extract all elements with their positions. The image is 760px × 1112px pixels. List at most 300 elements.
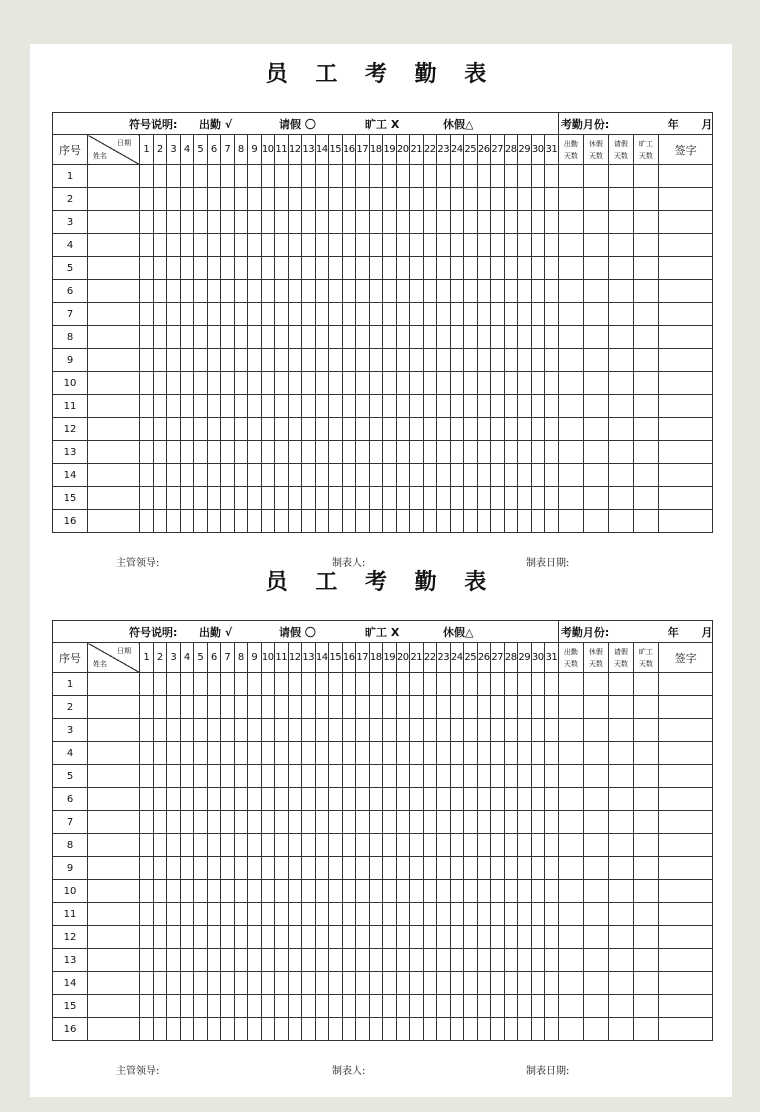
day-cell[interactable] <box>477 326 491 349</box>
stat-cell[interactable] <box>608 1018 633 1041</box>
day-cell[interactable] <box>140 788 154 811</box>
day-cell[interactable] <box>275 788 289 811</box>
day-cell[interactable] <box>180 880 194 903</box>
day-cell[interactable] <box>153 719 167 742</box>
day-cell[interactable] <box>167 880 181 903</box>
day-cell[interactable] <box>369 510 383 533</box>
day-cell[interactable] <box>491 742 505 765</box>
stat-cell[interactable] <box>558 234 583 257</box>
day-cell[interactable] <box>261 788 275 811</box>
day-cell[interactable] <box>356 995 370 1018</box>
day-cell[interactable] <box>518 949 532 972</box>
day-cell[interactable] <box>504 464 518 487</box>
day-cell[interactable] <box>450 280 464 303</box>
stat-cell[interactable] <box>633 326 658 349</box>
day-cell[interactable] <box>207 487 221 510</box>
day-cell[interactable] <box>383 257 397 280</box>
name-cell[interactable] <box>88 510 140 533</box>
day-cell[interactable] <box>288 696 302 719</box>
day-cell[interactable] <box>315 788 329 811</box>
day-cell[interactable] <box>437 395 451 418</box>
day-cell[interactable] <box>491 165 505 188</box>
day-cell[interactable] <box>275 349 289 372</box>
day-cell[interactable] <box>531 188 545 211</box>
day-cell[interactable] <box>531 811 545 834</box>
day-cell[interactable] <box>423 510 437 533</box>
day-cell[interactable] <box>396 303 410 326</box>
day-cell[interactable] <box>302 765 316 788</box>
day-cell[interactable] <box>315 673 329 696</box>
day-cell[interactable] <box>261 949 275 972</box>
day-cell[interactable] <box>437 464 451 487</box>
day-cell[interactable] <box>207 303 221 326</box>
day-cell[interactable] <box>396 857 410 880</box>
day-cell[interactable] <box>518 464 532 487</box>
day-cell[interactable] <box>504 742 518 765</box>
day-cell[interactable] <box>410 926 424 949</box>
day-cell[interactable] <box>356 234 370 257</box>
stat-cell[interactable] <box>633 165 658 188</box>
day-cell[interactable] <box>423 811 437 834</box>
day-cell[interactable] <box>545 834 559 857</box>
day-cell[interactable] <box>531 926 545 949</box>
day-cell[interactable] <box>518 234 532 257</box>
day-cell[interactable] <box>423 788 437 811</box>
day-cell[interactable] <box>531 857 545 880</box>
day-cell[interactable] <box>194 280 208 303</box>
sign-cell[interactable] <box>658 719 713 742</box>
day-cell[interactable] <box>288 487 302 510</box>
day-cell[interactable] <box>383 372 397 395</box>
stat-cell[interactable] <box>583 857 608 880</box>
day-cell[interactable] <box>450 510 464 533</box>
day-cell[interactable] <box>531 349 545 372</box>
day-cell[interactable] <box>153 441 167 464</box>
day-cell[interactable] <box>545 487 559 510</box>
day-cell[interactable] <box>396 372 410 395</box>
stat-cell[interactable] <box>583 696 608 719</box>
day-cell[interactable] <box>531 742 545 765</box>
day-cell[interactable] <box>167 995 181 1018</box>
day-cell[interactable] <box>194 972 208 995</box>
day-cell[interactable] <box>329 165 343 188</box>
day-cell[interactable] <box>329 811 343 834</box>
day-cell[interactable] <box>504 696 518 719</box>
day-cell[interactable] <box>423 464 437 487</box>
day-cell[interactable] <box>153 280 167 303</box>
day-cell[interactable] <box>261 165 275 188</box>
day-cell[interactable] <box>356 487 370 510</box>
stat-cell[interactable] <box>633 441 658 464</box>
day-cell[interactable] <box>518 719 532 742</box>
day-cell[interactable] <box>369 742 383 765</box>
day-cell[interactable] <box>545 765 559 788</box>
day-cell[interactable] <box>383 211 397 234</box>
day-cell[interactable] <box>315 1018 329 1041</box>
stat-cell[interactable] <box>583 811 608 834</box>
sign-cell[interactable] <box>658 464 713 487</box>
day-cell[interactable] <box>450 188 464 211</box>
day-cell[interactable] <box>180 257 194 280</box>
day-cell[interactable] <box>221 972 235 995</box>
day-cell[interactable] <box>423 926 437 949</box>
name-cell[interactable] <box>88 811 140 834</box>
day-cell[interactable] <box>396 257 410 280</box>
stat-cell[interactable] <box>633 510 658 533</box>
day-cell[interactable] <box>423 188 437 211</box>
day-cell[interactable] <box>545 211 559 234</box>
day-cell[interactable] <box>275 303 289 326</box>
day-cell[interactable] <box>261 487 275 510</box>
day-cell[interactable] <box>423 441 437 464</box>
day-cell[interactable] <box>491 857 505 880</box>
day-cell[interactable] <box>167 349 181 372</box>
day-cell[interactable] <box>234 464 248 487</box>
sign-cell[interactable] <box>658 418 713 441</box>
day-cell[interactable] <box>194 857 208 880</box>
day-cell[interactable] <box>153 188 167 211</box>
stat-cell[interactable] <box>608 326 633 349</box>
day-cell[interactable] <box>410 441 424 464</box>
day-cell[interactable] <box>423 742 437 765</box>
sign-cell[interactable] <box>658 510 713 533</box>
name-cell[interactable] <box>88 719 140 742</box>
day-cell[interactable] <box>221 880 235 903</box>
day-cell[interactable] <box>437 719 451 742</box>
day-cell[interactable] <box>464 211 478 234</box>
day-cell[interactable] <box>234 303 248 326</box>
stat-cell[interactable] <box>583 211 608 234</box>
day-cell[interactable] <box>315 188 329 211</box>
day-cell[interactable] <box>369 696 383 719</box>
day-cell[interactable] <box>545 441 559 464</box>
day-cell[interactable] <box>261 349 275 372</box>
day-cell[interactable] <box>396 834 410 857</box>
day-cell[interactable] <box>207 926 221 949</box>
day-cell[interactable] <box>369 418 383 441</box>
day-cell[interactable] <box>342 234 356 257</box>
day-cell[interactable] <box>531 788 545 811</box>
day-cell[interactable] <box>275 257 289 280</box>
day-cell[interactable] <box>329 188 343 211</box>
day-cell[interactable] <box>369 188 383 211</box>
stat-cell[interactable] <box>558 441 583 464</box>
day-cell[interactable] <box>410 742 424 765</box>
day-cell[interactable] <box>518 857 532 880</box>
stat-cell[interactable] <box>633 395 658 418</box>
day-cell[interactable] <box>234 326 248 349</box>
day-cell[interactable] <box>234 1018 248 1041</box>
day-cell[interactable] <box>167 188 181 211</box>
day-cell[interactable] <box>450 372 464 395</box>
sign-cell[interactable] <box>658 326 713 349</box>
stat-cell[interactable] <box>583 487 608 510</box>
day-cell[interactable] <box>396 719 410 742</box>
day-cell[interactable] <box>518 487 532 510</box>
name-cell[interactable] <box>88 211 140 234</box>
day-cell[interactable] <box>477 765 491 788</box>
day-cell[interactable] <box>180 788 194 811</box>
day-cell[interactable] <box>356 834 370 857</box>
day-cell[interactable] <box>248 395 262 418</box>
day-cell[interactable] <box>207 372 221 395</box>
day-cell[interactable] <box>423 1018 437 1041</box>
day-cell[interactable] <box>261 510 275 533</box>
day-cell[interactable] <box>518 349 532 372</box>
day-cell[interactable] <box>383 696 397 719</box>
day-cell[interactable] <box>477 949 491 972</box>
day-cell[interactable] <box>140 326 154 349</box>
day-cell[interactable] <box>288 211 302 234</box>
day-cell[interactable] <box>410 1018 424 1041</box>
day-cell[interactable] <box>248 765 262 788</box>
day-cell[interactable] <box>504 280 518 303</box>
day-cell[interactable] <box>356 972 370 995</box>
day-cell[interactable] <box>356 464 370 487</box>
day-cell[interactable] <box>315 510 329 533</box>
day-cell[interactable] <box>423 303 437 326</box>
day-cell[interactable] <box>396 995 410 1018</box>
day-cell[interactable] <box>302 234 316 257</box>
day-cell[interactable] <box>369 326 383 349</box>
day-cell[interactable] <box>450 742 464 765</box>
day-cell[interactable] <box>342 349 356 372</box>
day-cell[interactable] <box>275 418 289 441</box>
day-cell[interactable] <box>545 280 559 303</box>
stat-cell[interactable] <box>583 441 608 464</box>
day-cell[interactable] <box>207 257 221 280</box>
day-cell[interactable] <box>153 742 167 765</box>
day-cell[interactable] <box>194 349 208 372</box>
day-cell[interactable] <box>221 742 235 765</box>
day-cell[interactable] <box>234 972 248 995</box>
stat-cell[interactable] <box>633 487 658 510</box>
day-cell[interactable] <box>504 949 518 972</box>
day-cell[interactable] <box>315 834 329 857</box>
day-cell[interactable] <box>410 372 424 395</box>
stat-cell[interactable] <box>608 441 633 464</box>
day-cell[interactable] <box>288 326 302 349</box>
day-cell[interactable] <box>248 972 262 995</box>
day-cell[interactable] <box>275 326 289 349</box>
day-cell[interactable] <box>531 1018 545 1041</box>
day-cell[interactable] <box>234 487 248 510</box>
day-cell[interactable] <box>342 834 356 857</box>
day-cell[interactable] <box>531 464 545 487</box>
day-cell[interactable] <box>531 719 545 742</box>
sign-cell[interactable] <box>658 1018 713 1041</box>
day-cell[interactable] <box>369 234 383 257</box>
day-cell[interactable] <box>410 788 424 811</box>
sign-cell[interactable] <box>658 673 713 696</box>
day-cell[interactable] <box>288 1018 302 1041</box>
day-cell[interactable] <box>207 995 221 1018</box>
day-cell[interactable] <box>261 880 275 903</box>
day-cell[interactable] <box>504 903 518 926</box>
day-cell[interactable] <box>248 165 262 188</box>
day-cell[interactable] <box>329 857 343 880</box>
day-cell[interactable] <box>221 788 235 811</box>
day-cell[interactable] <box>477 418 491 441</box>
stat-cell[interactable] <box>558 280 583 303</box>
day-cell[interactable] <box>221 464 235 487</box>
day-cell[interactable] <box>288 811 302 834</box>
name-cell[interactable] <box>88 280 140 303</box>
stat-cell[interactable] <box>583 418 608 441</box>
day-cell[interactable] <box>329 834 343 857</box>
day-cell[interactable] <box>491 349 505 372</box>
day-cell[interactable] <box>396 234 410 257</box>
day-cell[interactable] <box>248 257 262 280</box>
day-cell[interactable] <box>261 857 275 880</box>
day-cell[interactable] <box>180 211 194 234</box>
day-cell[interactable] <box>153 211 167 234</box>
day-cell[interactable] <box>207 280 221 303</box>
day-cell[interactable] <box>450 211 464 234</box>
day-cell[interactable] <box>275 234 289 257</box>
day-cell[interactable] <box>315 326 329 349</box>
day-cell[interactable] <box>140 303 154 326</box>
day-cell[interactable] <box>504 487 518 510</box>
day-cell[interactable] <box>261 326 275 349</box>
stat-cell[interactable] <box>633 719 658 742</box>
day-cell[interactable] <box>140 742 154 765</box>
day-cell[interactable] <box>167 903 181 926</box>
day-cell[interactable] <box>153 303 167 326</box>
day-cell[interactable] <box>153 995 167 1018</box>
day-cell[interactable] <box>410 510 424 533</box>
name-cell[interactable] <box>88 903 140 926</box>
day-cell[interactable] <box>437 834 451 857</box>
day-cell[interactable] <box>423 949 437 972</box>
day-cell[interactable] <box>261 834 275 857</box>
day-cell[interactable] <box>153 326 167 349</box>
day-cell[interactable] <box>545 673 559 696</box>
day-cell[interactable] <box>167 811 181 834</box>
day-cell[interactable] <box>342 788 356 811</box>
day-cell[interactable] <box>248 464 262 487</box>
day-cell[interactable] <box>140 441 154 464</box>
day-cell[interactable] <box>410 188 424 211</box>
day-cell[interactable] <box>234 673 248 696</box>
day-cell[interactable] <box>315 926 329 949</box>
day-cell[interactable] <box>207 188 221 211</box>
day-cell[interactable] <box>275 926 289 949</box>
day-cell[interactable] <box>167 696 181 719</box>
stat-cell[interactable] <box>583 673 608 696</box>
day-cell[interactable] <box>248 1018 262 1041</box>
day-cell[interactable] <box>383 673 397 696</box>
day-cell[interactable] <box>437 372 451 395</box>
day-cell[interactable] <box>342 673 356 696</box>
stat-cell[interactable] <box>583 972 608 995</box>
day-cell[interactable] <box>464 487 478 510</box>
stat-cell[interactable] <box>583 834 608 857</box>
day-cell[interactable] <box>221 395 235 418</box>
day-cell[interactable] <box>140 972 154 995</box>
day-cell[interactable] <box>464 834 478 857</box>
day-cell[interactable] <box>167 742 181 765</box>
day-cell[interactable] <box>504 303 518 326</box>
day-cell[interactable] <box>315 765 329 788</box>
day-cell[interactable] <box>329 211 343 234</box>
day-cell[interactable] <box>329 1018 343 1041</box>
day-cell[interactable] <box>180 280 194 303</box>
day-cell[interactable] <box>329 441 343 464</box>
day-cell[interactable] <box>248 949 262 972</box>
stat-cell[interactable] <box>608 834 633 857</box>
day-cell[interactable] <box>167 487 181 510</box>
stat-cell[interactable] <box>558 165 583 188</box>
day-cell[interactable] <box>491 696 505 719</box>
day-cell[interactable] <box>450 303 464 326</box>
day-cell[interactable] <box>518 211 532 234</box>
name-cell[interactable] <box>88 165 140 188</box>
day-cell[interactable] <box>383 464 397 487</box>
sign-cell[interactable] <box>658 788 713 811</box>
day-cell[interactable] <box>194 303 208 326</box>
day-cell[interactable] <box>504 1018 518 1041</box>
day-cell[interactable] <box>153 487 167 510</box>
day-cell[interactable] <box>248 673 262 696</box>
day-cell[interactable] <box>261 926 275 949</box>
day-cell[interactable] <box>207 1018 221 1041</box>
day-cell[interactable] <box>167 972 181 995</box>
day-cell[interactable] <box>504 811 518 834</box>
day-cell[interactable] <box>180 834 194 857</box>
day-cell[interactable] <box>518 1018 532 1041</box>
day-cell[interactable] <box>261 280 275 303</box>
day-cell[interactable] <box>369 165 383 188</box>
day-cell[interactable] <box>423 280 437 303</box>
day-cell[interactable] <box>315 418 329 441</box>
day-cell[interactable] <box>167 926 181 949</box>
day-cell[interactable] <box>383 834 397 857</box>
day-cell[interactable] <box>531 280 545 303</box>
day-cell[interactable] <box>180 303 194 326</box>
day-cell[interactable] <box>167 326 181 349</box>
day-cell[interactable] <box>356 395 370 418</box>
day-cell[interactable] <box>329 418 343 441</box>
day-cell[interactable] <box>545 188 559 211</box>
day-cell[interactable] <box>180 372 194 395</box>
day-cell[interactable] <box>464 280 478 303</box>
day-cell[interactable] <box>491 880 505 903</box>
day-cell[interactable] <box>288 995 302 1018</box>
day-cell[interactable] <box>329 487 343 510</box>
stat-cell[interactable] <box>583 165 608 188</box>
day-cell[interactable] <box>207 696 221 719</box>
day-cell[interactable] <box>194 834 208 857</box>
day-cell[interactable] <box>356 211 370 234</box>
stat-cell[interactable] <box>558 418 583 441</box>
stat-cell[interactable] <box>558 995 583 1018</box>
day-cell[interactable] <box>207 395 221 418</box>
day-cell[interactable] <box>302 510 316 533</box>
stat-cell[interactable] <box>608 510 633 533</box>
day-cell[interactable] <box>450 1018 464 1041</box>
day-cell[interactable] <box>302 811 316 834</box>
day-cell[interactable] <box>302 995 316 1018</box>
day-cell[interactable] <box>194 673 208 696</box>
stat-cell[interactable] <box>558 696 583 719</box>
day-cell[interactable] <box>329 972 343 995</box>
day-cell[interactable] <box>396 165 410 188</box>
stat-cell[interactable] <box>583 349 608 372</box>
day-cell[interactable] <box>302 926 316 949</box>
day-cell[interactable] <box>396 441 410 464</box>
stat-cell[interactable] <box>583 510 608 533</box>
